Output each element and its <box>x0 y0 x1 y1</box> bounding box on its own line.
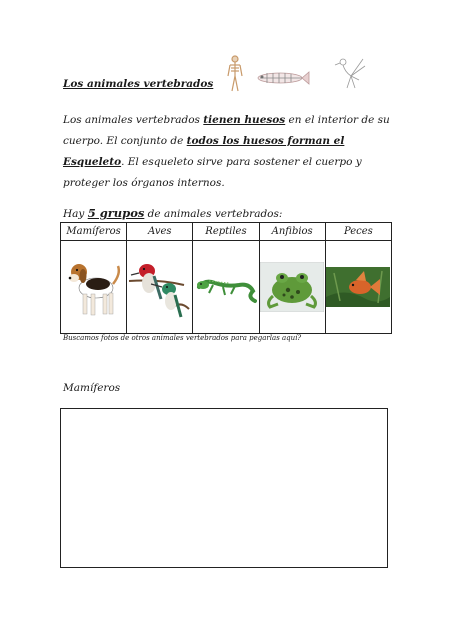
cell-mamiferos <box>61 241 127 334</box>
photo-paste-area <box>60 408 388 568</box>
groups-text: Hay <box>63 208 88 220</box>
groups-text: de animales vertebrados: <box>144 208 283 220</box>
paragraph-text: Los animales vertebrados <box>63 114 204 126</box>
instruction-caption: Buscamos fotos de otros animales vertebrados para pegarlas aquí? <box>63 334 302 342</box>
birds-image <box>129 251 191 323</box>
cell-peces <box>325 241 391 334</box>
fish-image <box>326 267 390 307</box>
paragraph-emphasis: todos los huesos forman el Esqueleto <box>63 135 345 168</box>
section-heading: Mamíferos <box>63 382 121 394</box>
skeletons-image <box>225 54 370 94</box>
header-anfibios: Anfibios <box>259 223 325 241</box>
groups-sentence <box>63 206 282 220</box>
cell-anfibios <box>259 241 325 334</box>
cell-aves <box>127 241 193 334</box>
header-aves: Aves <box>127 223 193 241</box>
cell-reptiles <box>193 241 259 334</box>
vertebrate-groups-table <box>60 222 392 334</box>
header-peces: Peces <box>325 223 391 241</box>
dog-image <box>64 252 124 322</box>
header-mamiferos: Mamíferos <box>61 223 127 241</box>
paragraph-text: en el interior de su cuerpo. El conjunto de <box>63 114 390 147</box>
intro-paragraph <box>63 110 393 194</box>
paragraph-text: . El esqueleto sirve para sostener el cuerpo y proteger los órganos internos. <box>63 156 362 189</box>
page-title: Los animales vertebrados <box>63 78 214 90</box>
header-reptiles: Reptiles <box>193 223 259 241</box>
groups-count: 5 grupos <box>87 206 145 220</box>
skeleton-illustrations <box>225 54 370 94</box>
iguana-image <box>195 267 257 307</box>
frog-image <box>260 262 324 312</box>
paragraph-emphasis: tienen huesos <box>203 114 286 126</box>
